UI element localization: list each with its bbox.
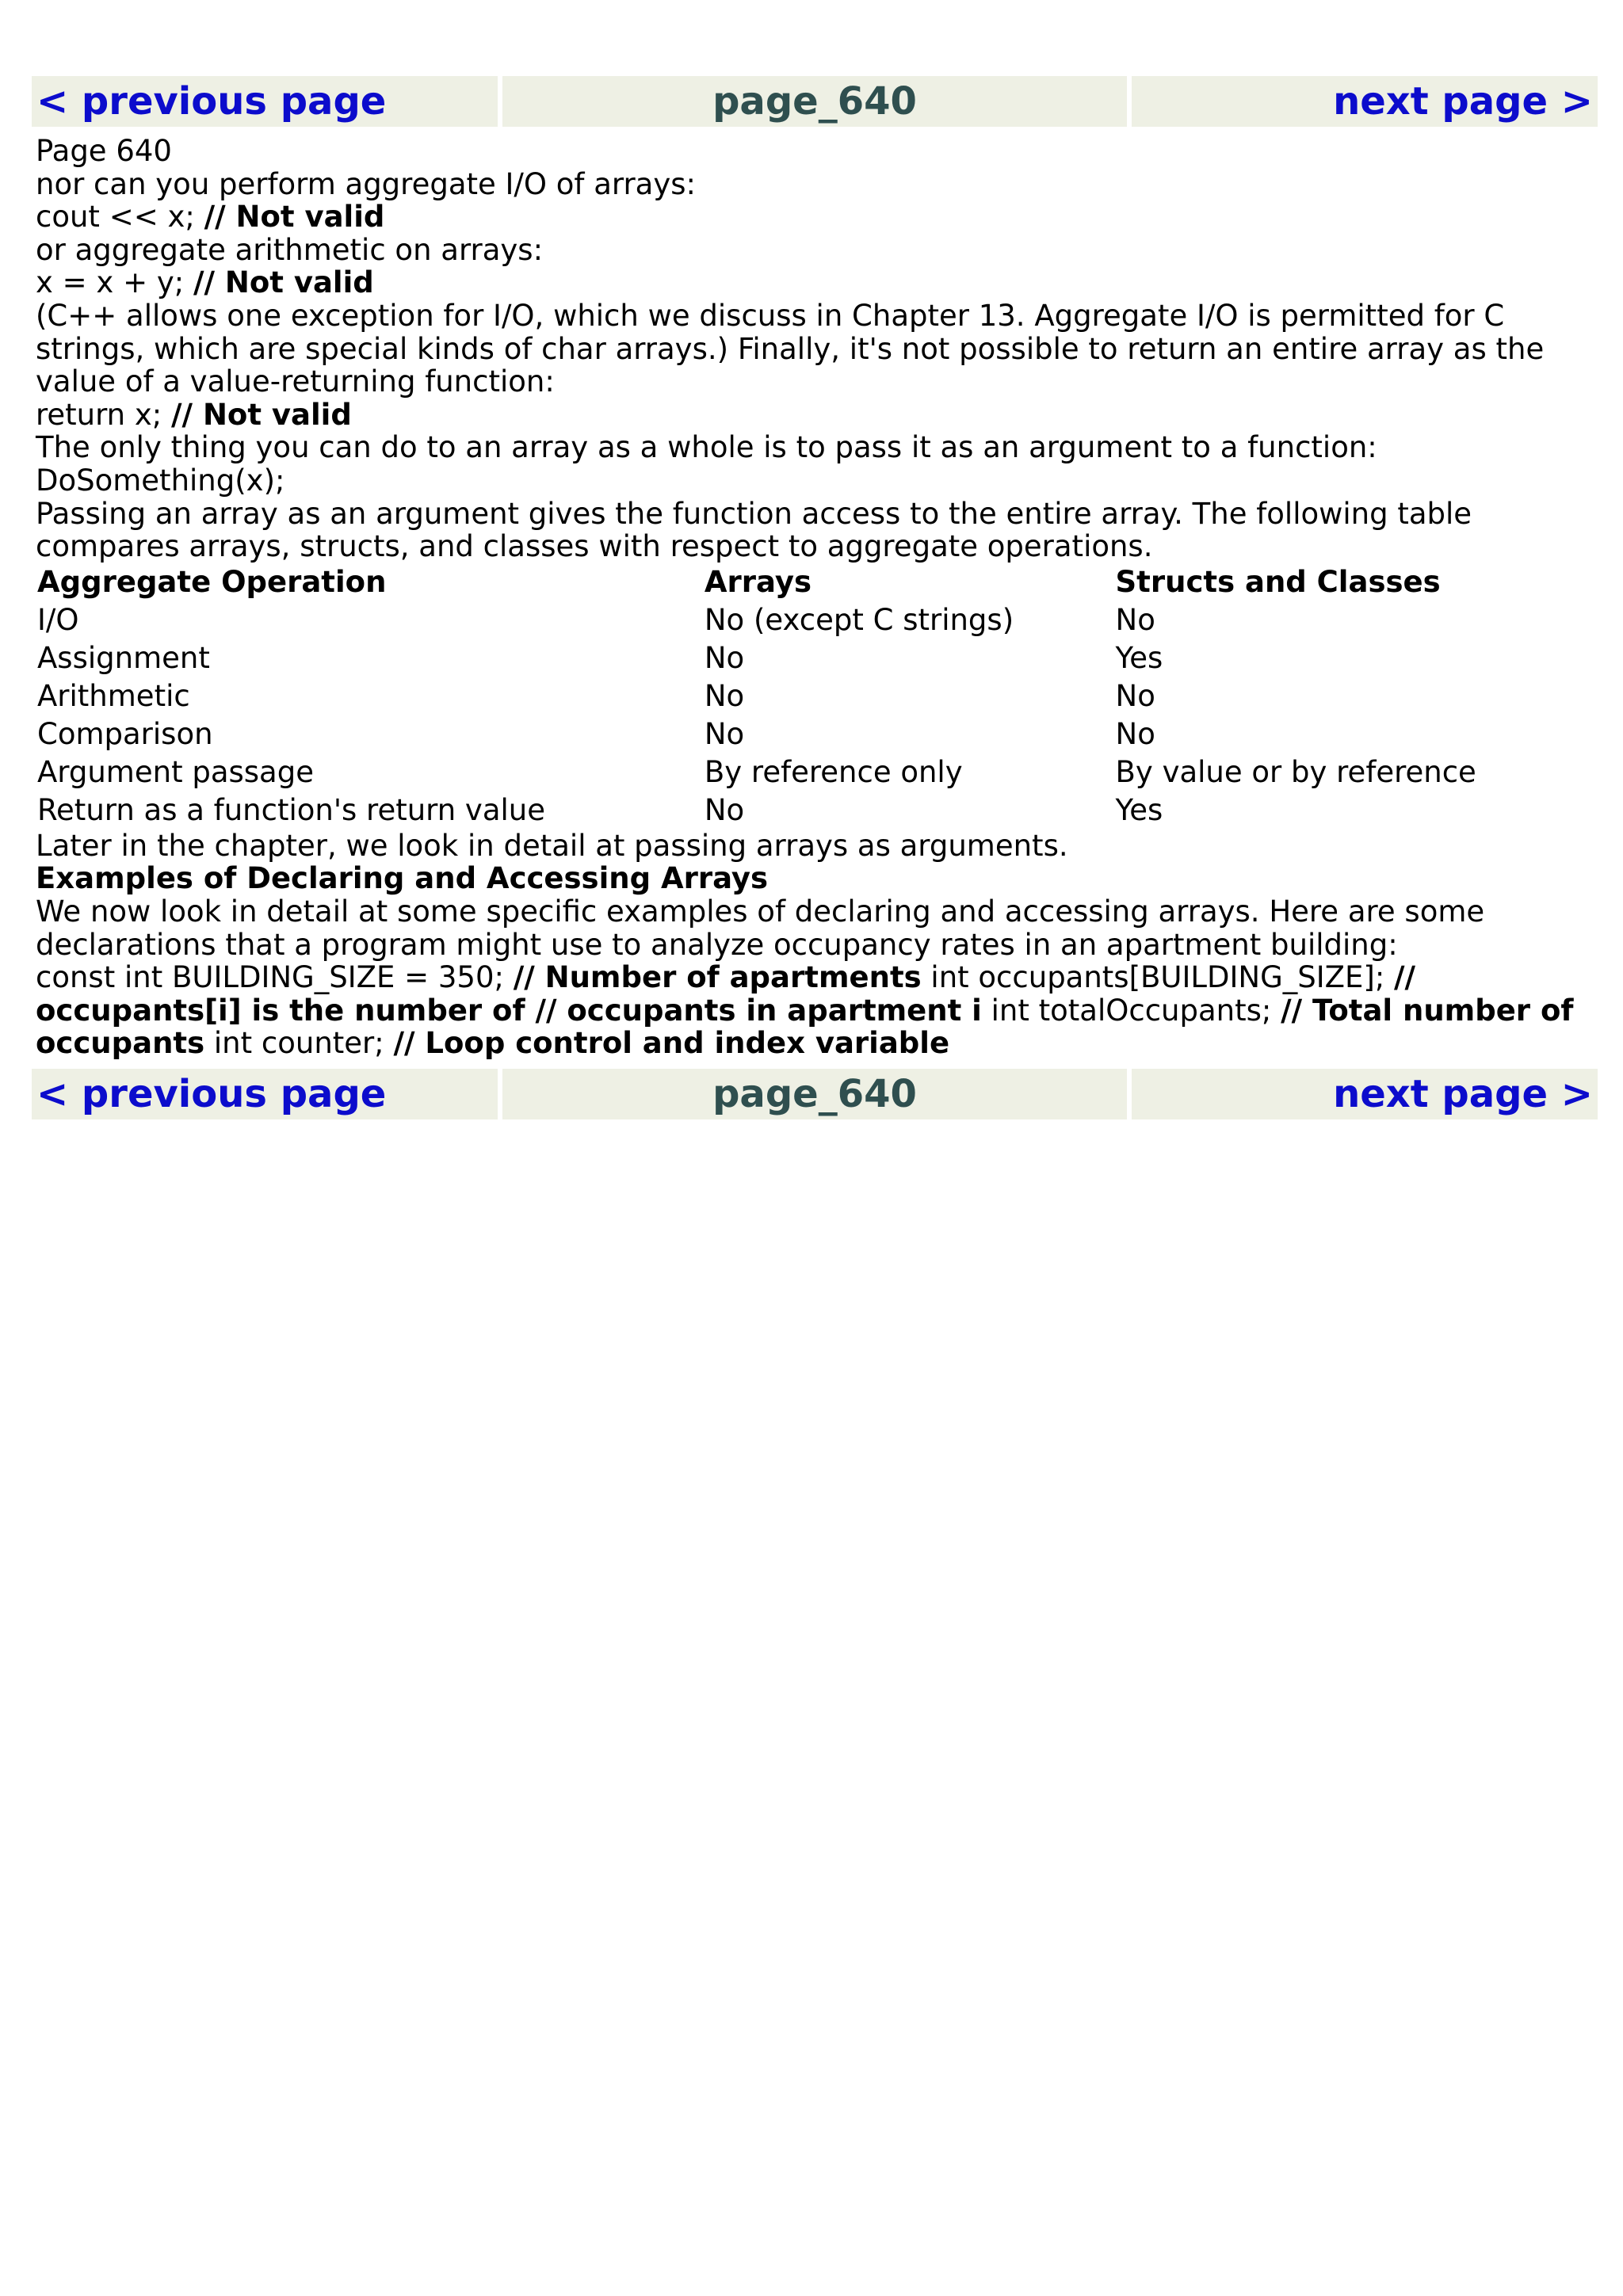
table-row	[37, 753, 1590, 791]
paragraph: (C++ allows one exception for I/O, which we discuss in Chapter 13. Aggregate I/O is permitted for C strings, which are special kinds of char arrays.) Finally, it's not possible to return an entire array as the value of a value-returning function:	[36, 298, 1545, 399]
table-cell: No	[1115, 716, 1155, 751]
code-line	[36, 399, 1593, 432]
section-heading: Examples of Declaring and Accessing Arrays	[36, 861, 769, 896]
table-cell: By reference only	[704, 754, 963, 789]
table-row	[37, 715, 1590, 753]
code-comment: // Not valid	[204, 200, 385, 235]
code-text: int counter;	[204, 1026, 394, 1061]
table-cell: No	[704, 792, 745, 827]
table-cell: Return as a function's return value	[37, 792, 545, 827]
column-header: Structs and Classes	[1115, 564, 1441, 599]
paragraph: Later in the chapter, we look in detail at passing arrays as arguments.	[36, 828, 1068, 863]
table-cell: No	[704, 640, 745, 675]
table-cell: Comparison	[37, 716, 213, 751]
table-header-row	[37, 563, 1590, 601]
table-cell: No	[704, 678, 745, 713]
aggregate-operations-table	[34, 563, 1593, 830]
table-cell: I/O	[37, 602, 79, 637]
page-label: page_640	[502, 76, 1127, 127]
table-cell: Yes	[1115, 792, 1163, 827]
table-cell: Argument passage	[37, 754, 314, 789]
table-cell: Arithmetic	[37, 678, 190, 713]
table-cell: No	[1115, 678, 1155, 713]
code-line	[36, 200, 1593, 234]
code-comment: // Not valid	[171, 397, 352, 432]
text-line: nor can you perform aggregate I/O of arrays:	[36, 166, 696, 201]
code-comment: // Total number of occupants	[36, 993, 1574, 1061]
code-text: int totalOccupants;	[981, 993, 1281, 1028]
next-page-link[interactable]: next page >	[1132, 1069, 1598, 1119]
code-line: DoSomething(x);	[36, 463, 285, 498]
next-page-link[interactable]: next page >	[1132, 76, 1598, 127]
previous-page-link[interactable]: < previous page	[32, 1069, 498, 1119]
table-row	[37, 791, 1590, 830]
code-text: const int BUILDING_SIZE = 350;	[36, 960, 514, 995]
table-cell: Assignment	[37, 640, 210, 675]
column-header: Aggregate Operation	[37, 564, 387, 599]
column-header: Arrays	[704, 564, 812, 599]
code-text: return x;	[36, 397, 172, 432]
table-cell: No	[704, 716, 745, 751]
previous-page-link[interactable]: < previous page	[32, 76, 498, 127]
paragraph: Passing an array as an argument gives the function access to the entire array. The following table compares arrays, structs, and classes with respect to aggregate operations.	[36, 496, 1472, 564]
page-label: page_640	[502, 1069, 1127, 1119]
code-comment: // Number of apartments	[513, 960, 922, 995]
paragraph: We now look in detail at some specific examples of declaring and accessing arrays. Here are some declarations that a program might use to analyze occupancy rates in an apartment building:	[36, 894, 1485, 962]
code-comment: // occupants[i] is the number of // occupants in apartment i	[36, 960, 1416, 1028]
code-block	[36, 961, 1593, 1060]
table-row	[37, 601, 1590, 639]
table-row	[37, 639, 1590, 677]
table-row	[37, 677, 1590, 715]
code-text: int occupants[BUILDING_SIZE];	[921, 960, 1395, 995]
code-line	[36, 266, 1593, 299]
table-cell: No	[1115, 602, 1155, 637]
top-navigation	[32, 76, 1598, 127]
code-text: x = x + y;	[36, 265, 193, 300]
bottom-navigation	[32, 1069, 1598, 1119]
paragraph: The only thing you can do to an array as a whole is to pass it as an argument to a function:	[36, 430, 1377, 465]
table-cell: By value or by reference	[1115, 754, 1476, 789]
table-cell: No (except C strings)	[704, 602, 1014, 637]
table-cell: Yes	[1115, 640, 1163, 675]
code-comment: // Not valid	[193, 265, 374, 300]
code-text: cout << x;	[36, 200, 204, 235]
text-line: or aggregate arithmetic on arrays:	[36, 232, 544, 267]
page-content	[36, 135, 1593, 1060]
page-number: Page 640	[36, 134, 172, 168]
code-comment: // Loop control and index variable	[393, 1026, 950, 1061]
